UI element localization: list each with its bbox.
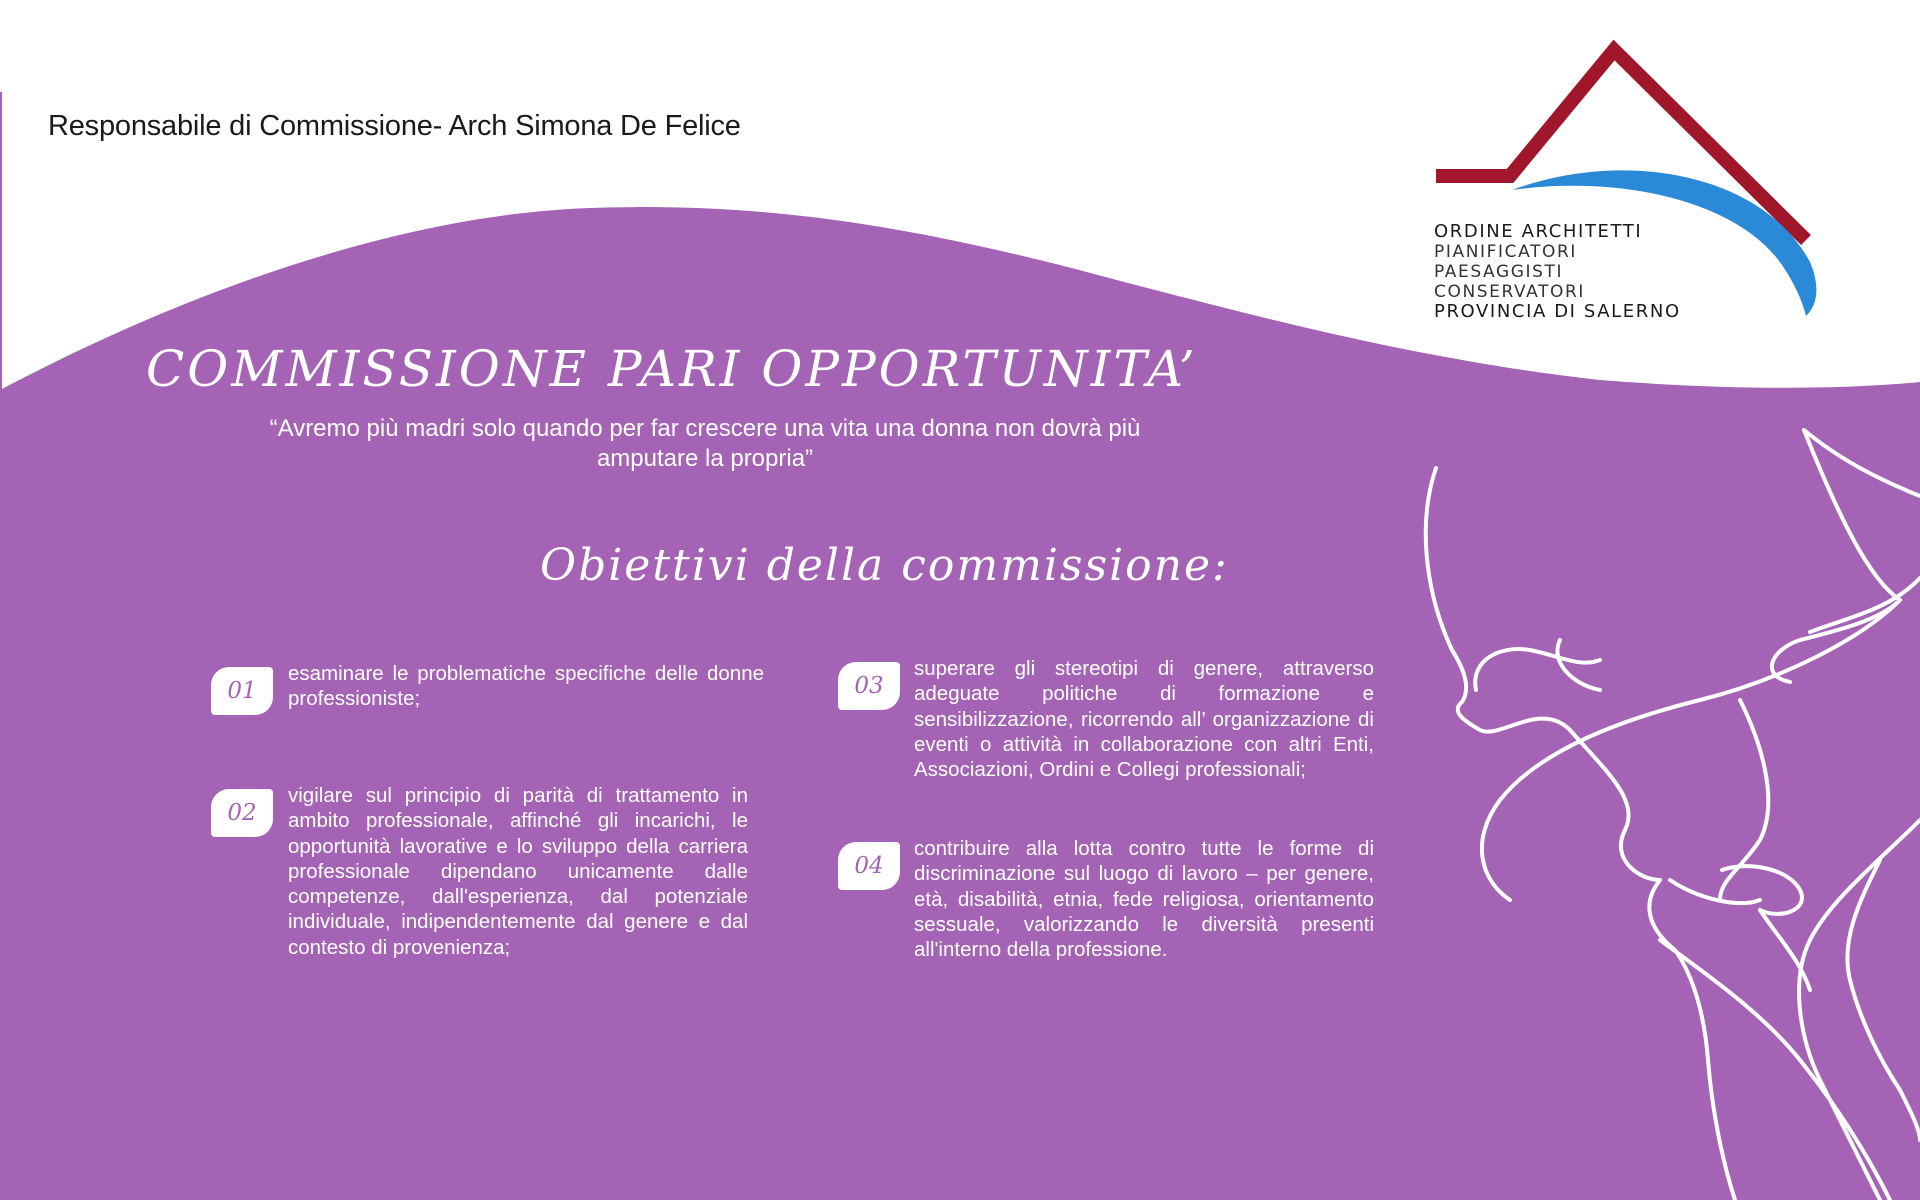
logo-line-4: CONSERVATORI xyxy=(1434,282,1586,302)
responsible-label: Responsabile di Commissione- Arch Simona De Felice xyxy=(48,110,741,142)
objective-text-01: esaminare le problematiche specifiche delle donne professioniste; xyxy=(288,662,764,711)
objective-badge-03: 03 xyxy=(838,662,900,710)
objectives-heading: Obiettivi della commissione: xyxy=(540,540,1229,591)
logo-line-3: PAESAGGISTI xyxy=(1434,262,1564,282)
quote xyxy=(150,414,1260,474)
objective-text-04: contribuire alla lotta contro tutte le forme di discriminazione sul luogo di lavoro – per genere, età, disabilità, etnia, fede religiosa, orientamento sessuale, valorizzando le diversità presenti all'interno della professione. xyxy=(914,837,1374,962)
page-title: COMMISSIONE PARI OPPORTUNITA’ xyxy=(146,340,1198,398)
logo-line-1: ORDINE ARCHITETTI xyxy=(1434,221,1643,242)
objective-badge-02: 02 xyxy=(211,789,273,837)
logo-line-2: PIANIFICATORI xyxy=(1434,242,1577,262)
objective-badge-01: 01 xyxy=(211,667,273,715)
logo-line-5: PROVINCIA DI SALERNO xyxy=(1434,301,1681,322)
logo-text xyxy=(1434,222,1681,322)
quote-line-2: amputare la propria” xyxy=(596,445,814,472)
left-edge-accent xyxy=(0,92,2,392)
quote-line-1: “Avremo più madri solo quando per far crescere una vita una donna non dovrà più xyxy=(269,415,1141,442)
objective-text-02: vigilare sul principio di parità di trattamento in ambito professionale, affinché gli incarichi, le opportunità lavorative e lo sviluppo della carriera professionale dipendano unicamente dalle competenze, dall'esperienza, dal potenziale individuale, indipendentemente dal genere e dal contesto di provenienza; xyxy=(288,784,748,959)
objective-text-03: superare gli stereotipi di genere, attraverso adeguate politiche di formazione e sensibilizzazione, ricorrendo all’ organizzazione di eventi o attività in collaborazione con altri Enti, Associazioni, Ordini e Collegi professionali; xyxy=(914,657,1374,782)
objective-badge-04: 04 xyxy=(838,842,900,890)
